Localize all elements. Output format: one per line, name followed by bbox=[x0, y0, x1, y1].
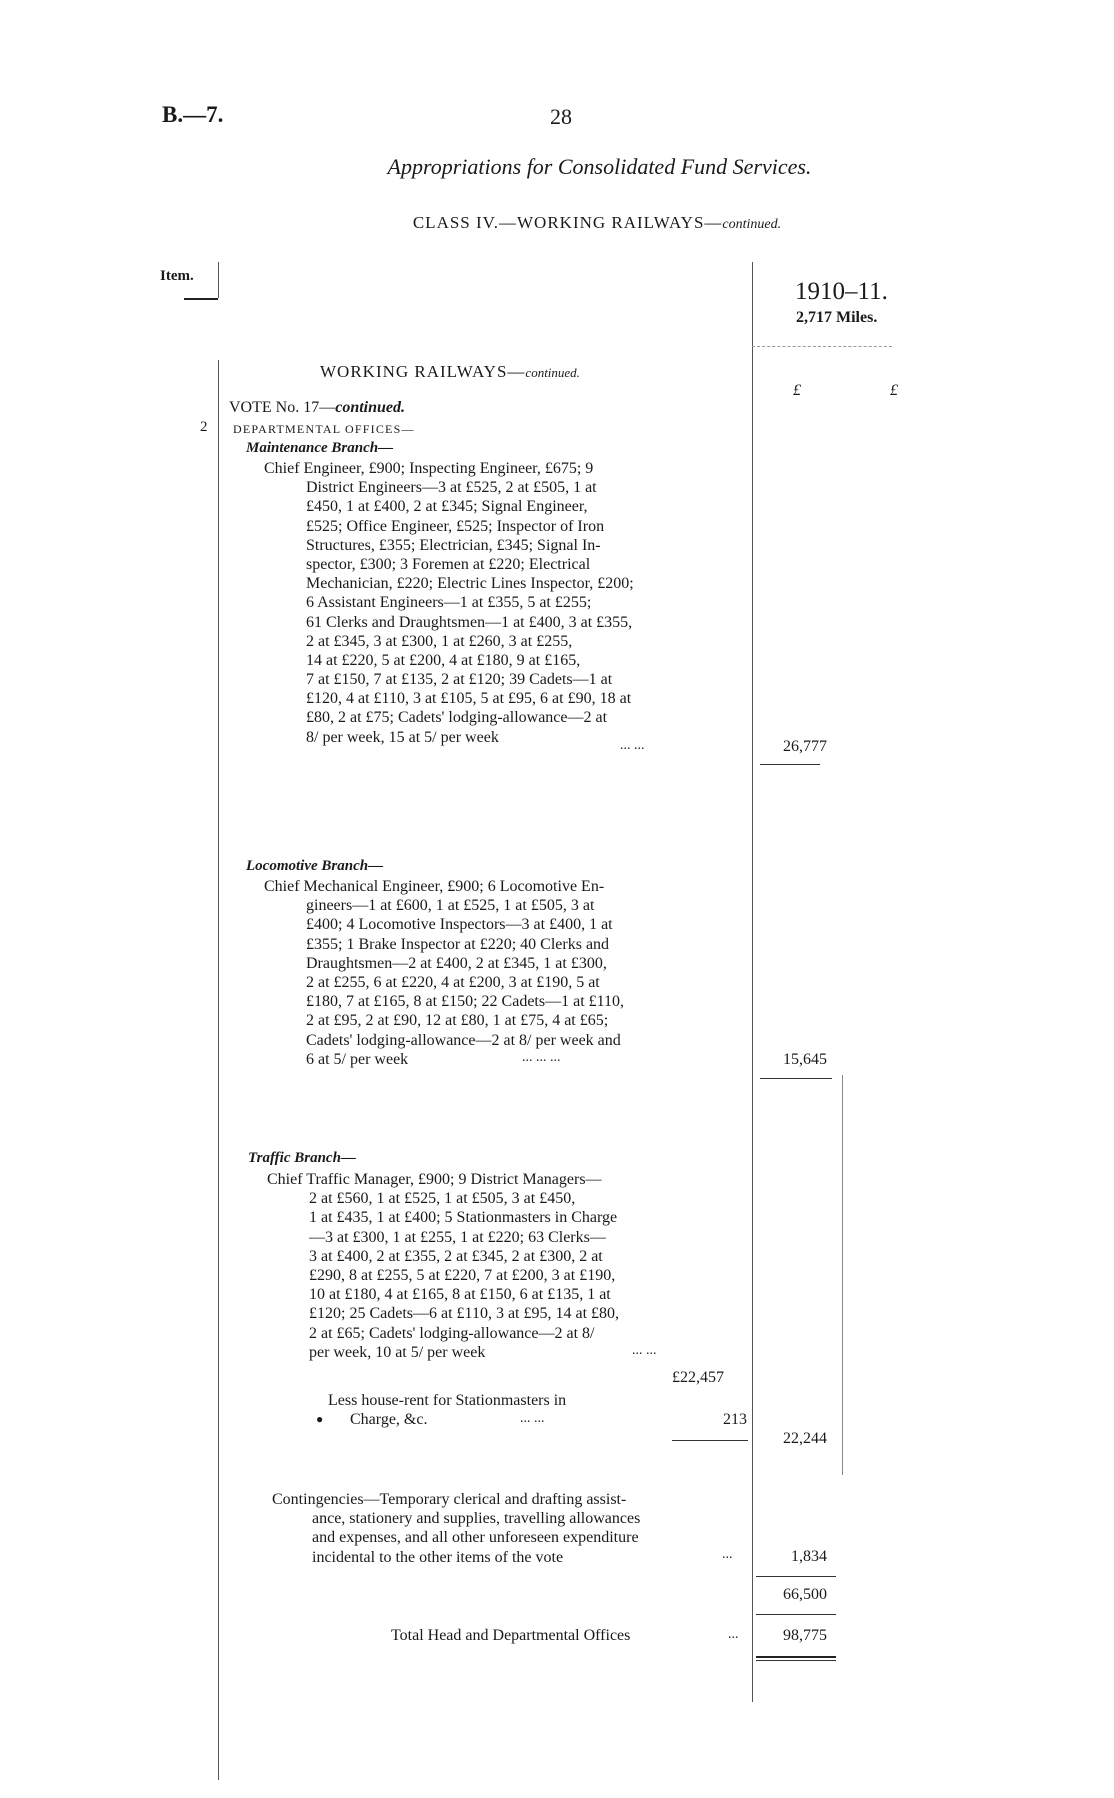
text-line: 14 at £220, 5 at £200, 4 at £180, 9 at £165, bbox=[306, 651, 581, 669]
class-heading-continued: continued. bbox=[722, 217, 782, 232]
text-line: £290, 8 at £255, 5 at £220, 7 at £200, 3 at £190, bbox=[309, 1266, 616, 1284]
text-line: £400; 4 Locomotive Inspectors—3 at £400, 1 at bbox=[306, 916, 613, 934]
total-double-rule-2 bbox=[756, 1660, 836, 1661]
total-label: Total Head and Departmental Offices bbox=[391, 1627, 631, 1644]
locomotive-branch-heading: Locomotive Branch— bbox=[246, 858, 384, 874]
document-code: B.—7. bbox=[162, 102, 224, 127]
class-heading-text: CLASS IV.—WORKING RAILWAYS— bbox=[412, 213, 723, 232]
text-line: £80, 2 at £75; Cadets' lodging-allowance—2 at bbox=[306, 709, 608, 727]
text-line: 2 at £255, 6 at £220, 4 at £200, 3 at £190, 5 at bbox=[306, 973, 600, 991]
leader-dots: ... ... bbox=[520, 1411, 545, 1426]
text-line: £355; 1 Brake Inspector at £220; 40 Clerks and bbox=[306, 935, 610, 953]
text-line: District Engineers—3 at £525, 2 at £505, 1 at bbox=[306, 479, 597, 497]
departmental-offices-heading: DEPARTMENTAL OFFICES— bbox=[233, 422, 415, 436]
text-line: 61 Clerks and Draughtsmen—1 at £400, 3 at £355, bbox=[306, 613, 633, 631]
text-line: —3 at £300, 1 at £255, 1 at £220; 63 Clerks— bbox=[309, 1228, 606, 1246]
text-line: Contingencies—Temporary clerical and drafting assist- bbox=[272, 1491, 627, 1508]
item-number: 2 bbox=[200, 419, 208, 435]
text-line: £120, 4 at £110, 3 at £105, 5 at £95, 6 at £90, 18 at bbox=[306, 690, 632, 708]
text-line: 8/ per week, 15 at 5/ per week bbox=[306, 728, 499, 746]
section-heading bbox=[320, 362, 580, 382]
text-line: 10 at £180, 4 at £165, 8 at £150, 6 at £135, 1 at bbox=[309, 1286, 611, 1304]
item-column-divider bbox=[218, 360, 219, 1780]
text-line: Cadets' lodging-allowance—2 at 8/ per week and bbox=[306, 1031, 621, 1049]
item-underline bbox=[184, 298, 218, 300]
amount-rule bbox=[756, 1576, 836, 1577]
text-line: 3 at £400, 2 at £355, 2 at £345, 2 at £300, 2 at bbox=[309, 1247, 603, 1265]
text-line: 2 at £560, 1 at £525, 1 at £505, 3 at £450, bbox=[309, 1190, 576, 1208]
text-line: Chief Mechanical Engineer, £900; 6 Locomotive En- bbox=[264, 878, 605, 895]
text-line: per week, 10 at 5/ per week bbox=[309, 1343, 486, 1361]
currency-symbol-2: £ bbox=[890, 382, 898, 399]
maintenance-amount: 26,777 bbox=[783, 738, 827, 755]
text-line: 6 Assistant Engineers—1 at £355, 5 at £255; bbox=[306, 594, 592, 612]
text-line: £525; Office Engineer, £525; Inspector of Iron bbox=[306, 517, 605, 535]
traffic-branch-heading: Traffic Branch— bbox=[248, 1150, 356, 1166]
text-line: gineers—1 at £600, 1 at £525, 1 at £505, 3 at bbox=[306, 897, 595, 915]
page-number: 28 bbox=[550, 104, 572, 129]
contingencies-amount: 1,834 bbox=[791, 1548, 827, 1565]
text-line: Chief Engineer, £900; Inspecting Engineer, £675; 9 bbox=[264, 460, 594, 477]
contingencies-text bbox=[272, 1490, 752, 1567]
text-line: Structures, £355; Electrician, £345; Signal In- bbox=[306, 536, 601, 554]
item-column-label: Item. bbox=[160, 268, 194, 284]
text-line: and expenses, and all other unforeseen expenditure bbox=[312, 1529, 639, 1547]
less-house-rent-amount: 213 bbox=[723, 1411, 747, 1428]
text-line: spector, £300; 3 Foremen at £220; Electrical bbox=[306, 555, 591, 573]
vote-heading bbox=[229, 399, 405, 417]
miles-heading: 2,717 Miles. bbox=[796, 309, 878, 326]
text-line: Mechanician, £220; Electric Lines Inspector, £200; bbox=[306, 575, 634, 593]
text-line: 2 at £345, 3 at £300, 1 at £260, 3 at £255, bbox=[306, 632, 573, 650]
section-heading-continued: continued. bbox=[525, 365, 580, 380]
class-heading bbox=[0, 213, 1114, 233]
amount-rule bbox=[760, 764, 820, 765]
traffic-subtotal: £22,457 bbox=[672, 1369, 724, 1386]
less-house-rent-line-2: Charge, &c. bbox=[350, 1411, 428, 1428]
text-line: ance, stationery and supplies, travelling allowances bbox=[312, 1510, 641, 1528]
text-line: Draughtsmen—2 at £400, 2 at £345, 1 at £300, bbox=[306, 954, 607, 972]
leader-dots: ... bbox=[728, 1627, 739, 1642]
less-house-rent-line-1: Less house-rent for Stationmasters in bbox=[328, 1392, 567, 1409]
amount-rule bbox=[760, 1078, 832, 1079]
leader-dots: ... ... ... bbox=[522, 1050, 561, 1065]
total-double-rule bbox=[756, 1656, 836, 1658]
section-heading-text: WORKING RAILWAYS— bbox=[320, 362, 526, 381]
text-line: 2 at £95, 2 at £90, 12 at £80, 1 at £75, 4 at £65; bbox=[306, 1012, 609, 1030]
maintenance-branch-text bbox=[264, 459, 782, 747]
vote-heading-continued: continued. bbox=[335, 399, 406, 416]
bullet-icon: ● bbox=[316, 1412, 324, 1426]
year-heading: 1910–11. bbox=[795, 278, 888, 305]
page-title: Appropriations for Consolidated Fund Services. bbox=[387, 154, 812, 179]
currency-symbol-1: £ bbox=[793, 382, 801, 399]
total-amount: 98,775 bbox=[783, 1627, 827, 1644]
amount-rule bbox=[672, 1440, 748, 1441]
maintenance-branch-heading: Maintenance Branch— bbox=[246, 440, 394, 456]
locomotive-branch-text bbox=[264, 877, 782, 1069]
traffic-amount: 22,244 bbox=[783, 1430, 827, 1447]
header-rule bbox=[752, 346, 892, 347]
leader-dots: ... bbox=[722, 1547, 733, 1562]
text-line: £450, 1 at £400, 2 at £345; Signal Engineer, bbox=[306, 498, 588, 516]
text-line: £180, 7 at £165, 8 at £150; 22 Cadets—1 at £110, bbox=[306, 993, 625, 1011]
text-line: 2 at £65; Cadets' lodging-allowance—2 at 8/ bbox=[309, 1324, 595, 1342]
amount-column-divider-right bbox=[842, 1075, 843, 1475]
amount-rule bbox=[756, 1614, 836, 1615]
text-line: £120; 25 Cadets—6 at £110, 3 at £95, 14 at £80, bbox=[309, 1305, 620, 1323]
text-line: incidental to the other items of the vote bbox=[312, 1548, 564, 1566]
leader-dots: ... ... bbox=[620, 738, 645, 753]
locomotive-amount: 15,645 bbox=[783, 1051, 827, 1068]
vote-heading-text: VOTE No. 17— bbox=[229, 399, 336, 416]
text-line: 1 at £435, 1 at £400; 5 Stationmasters in Charge bbox=[309, 1209, 618, 1227]
text-line: 7 at £150, 7 at £135, 2 at £120; 39 Cadets—1 at bbox=[306, 671, 613, 689]
traffic-branch-text bbox=[264, 1170, 782, 1362]
subtotal-amount: 66,500 bbox=[783, 1586, 827, 1603]
text-line: Chief Traffic Manager, £900; 9 District Managers— bbox=[267, 1171, 602, 1188]
item-column-divider-top bbox=[218, 262, 219, 298]
text-line: 6 at 5/ per week bbox=[306, 1050, 409, 1068]
leader-dots: ... ... bbox=[632, 1343, 657, 1358]
